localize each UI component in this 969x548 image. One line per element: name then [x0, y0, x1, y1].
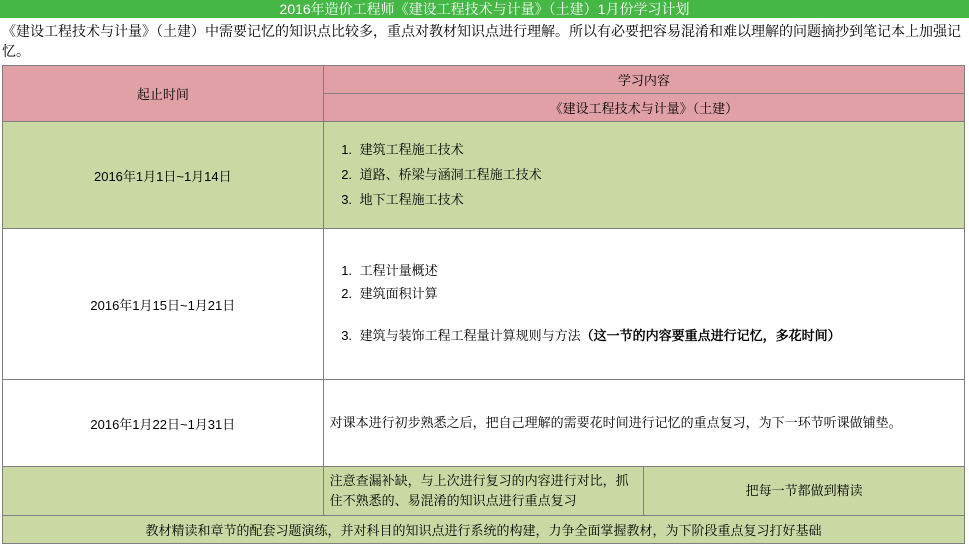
row-1-item-list — [330, 138, 958, 212]
footer-right-cell: 把每一节都做到精读 — [644, 467, 965, 516]
intro-paragraph: 《建设工程技术与计量》（土建）中需要记忆的知识点比较多，重点对教材知识点进行理解。所以有必要把容易混淆和难以理解的问题摘抄到笔记本上加强记忆。 — [2, 23, 961, 59]
list-item — [356, 325, 958, 347]
table-row — [3, 229, 965, 380]
table-row — [3, 380, 965, 467]
table-row — [3, 122, 965, 229]
footer-spacer — [3, 467, 324, 516]
list-item-note: （这一节的内容要重点进行记忆，多花时间） — [580, 328, 841, 343]
list-item: 3. 地下工程施工技术 — [356, 188, 958, 212]
list-item: 2. 道路、桥梁与涵洞工程施工技术 — [356, 163, 958, 187]
row-content-3: 对课本进行初步熟悉之后，把自己理解的需要花时间进行记忆的重点复习，为下一环节听课做铺垫。 — [323, 380, 964, 467]
header-content-col: 学习内容 — [323, 66, 964, 94]
row-content-1 — [323, 122, 964, 229]
header-time-col: 起止时间 — [3, 66, 324, 122]
page-title: 2016年造价工程师《建设工程技术与计量》（土建）1月份学习计划 — [0, 0, 969, 18]
list-item: 2. 建筑面积计算 — [356, 283, 958, 305]
list-item-text: 建筑与装饰工程工程量计算规则与方法 — [359, 328, 581, 343]
header-content-sub: 《建设工程技术与计量》（土建） — [323, 94, 964, 122]
table-footer-row — [3, 467, 965, 516]
row-content-2 — [323, 229, 964, 380]
study-plan-table — [2, 65, 965, 544]
row-time-3: 2016年1月22日~1月31日 — [3, 380, 324, 467]
table-last-row — [3, 516, 965, 544]
list-item: 1. 工程计量概述 — [356, 260, 958, 282]
table-header-row — [3, 66, 965, 94]
row-time-2: 2016年1月15日~1月21日 — [3, 229, 324, 380]
list-item: 1. 建筑工程施工技术 — [356, 138, 958, 162]
last-row-cell: 教材精读和章节的配套习题演练，并对科目的知识点进行系统的构建，力争全面掌握教材，为下阶段重点复习打好基础 — [3, 516, 965, 544]
row-time-1: 2016年1月1日~1月14日 — [3, 122, 324, 229]
footer-left-cell: 注意查漏补缺，与上次进行复习的内容进行对比，抓住不熟悉的、易混淆的知识点进行重点复习 — [323, 467, 644, 516]
row-2-item-list — [330, 260, 958, 347]
